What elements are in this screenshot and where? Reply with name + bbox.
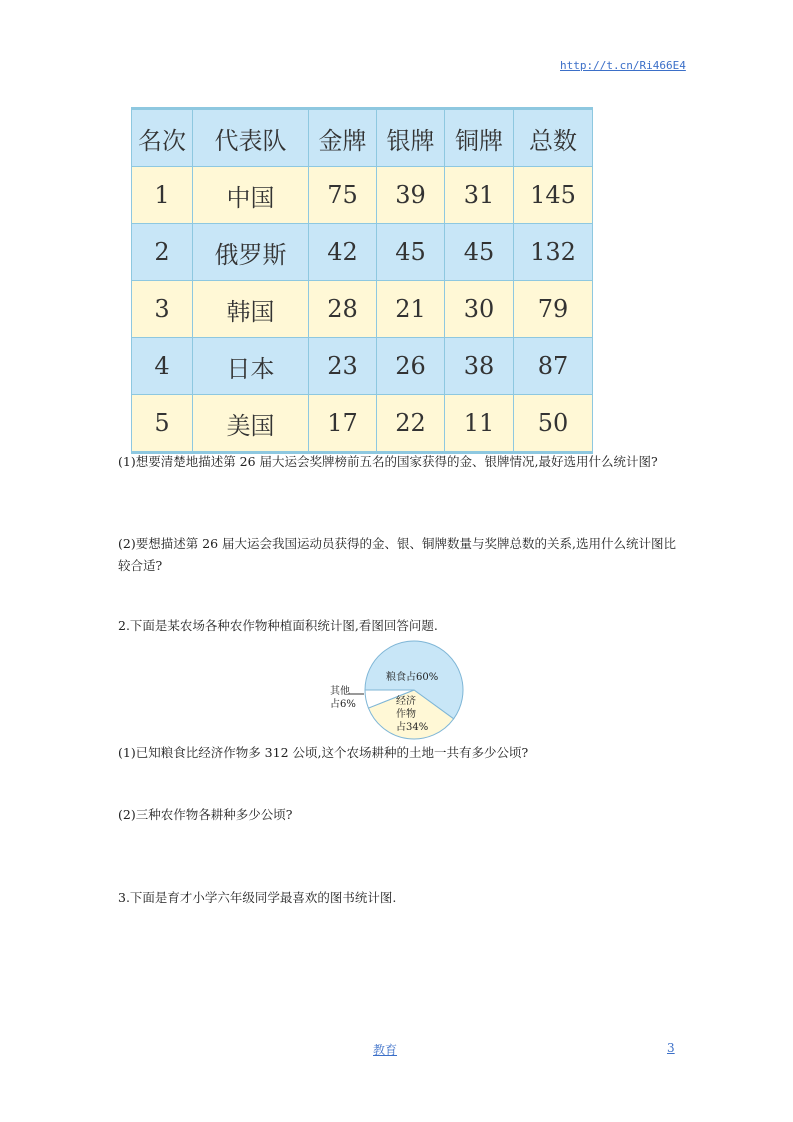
table-row: [132, 281, 593, 338]
pie-label-cash-line2: 作物: [396, 709, 416, 720]
cell-team: 美国: [193, 395, 309, 453]
cell-rank: 1: [132, 167, 193, 224]
header-rank: 名次: [132, 109, 193, 167]
cell-silver: 26: [377, 338, 445, 395]
cell-team: 中国: [193, 167, 309, 224]
cell-bronze: 45: [445, 224, 514, 281]
cell-rank: 3: [132, 281, 193, 338]
cell-total: 50: [514, 395, 593, 453]
header-total: 总数: [514, 109, 593, 167]
table-row: [132, 167, 593, 224]
cell-bronze: 38: [445, 338, 514, 395]
cell-silver: 45: [377, 224, 445, 281]
cell-gold: 75: [309, 167, 377, 224]
pie-label-cash-line1: 经济: [396, 696, 416, 707]
cell-silver: 22: [377, 395, 445, 453]
cell-rank: 5: [132, 395, 193, 453]
medal-table: [131, 107, 593, 454]
question-3: 3.下面是育才小学六年级同学最喜欢的图书统计图.: [118, 890, 397, 905]
header-silver: 银牌: [377, 109, 445, 167]
cell-bronze: 31: [445, 167, 514, 224]
cell-total: 87: [514, 338, 593, 395]
question-1-1: (1)想要清楚地描述第 26 届大运会奖牌榜前五名的国家获得的金、银牌情况,最好选用什么统计图?: [118, 454, 658, 469]
pie-label-cash-line3: 占34%: [396, 722, 429, 733]
cell-gold: 28: [309, 281, 377, 338]
cell-bronze: 11: [445, 395, 514, 453]
table-row: [132, 338, 593, 395]
pie-label-other-line2: 占6%: [330, 699, 356, 710]
cell-team: 俄罗斯: [193, 224, 309, 281]
table-row: [132, 395, 593, 453]
header-gold: 金牌: [309, 109, 377, 167]
question-1-2: (2)要想描述第 26 届大运会我国运动员获得的金、银、铜牌数量与奖牌总数的关系,选用什么统计图比较合适?: [118, 536, 677, 573]
header-bronze: 铜牌: [445, 109, 514, 167]
page-number: 3: [667, 1041, 675, 1055]
cell-total: 132: [514, 224, 593, 281]
table-header-row: [132, 109, 593, 167]
cell-total: 79: [514, 281, 593, 338]
cell-team: 日本: [193, 338, 309, 395]
header-team: 代表队: [193, 109, 309, 167]
cell-silver: 39: [377, 167, 445, 224]
cell-total: 145: [514, 167, 593, 224]
pie-label-other-line1: 其他: [330, 686, 350, 697]
question-2: 2.下面是某农场各种农作物种植面积统计图,看图回答问题.: [118, 618, 438, 633]
cell-silver: 21: [377, 281, 445, 338]
cell-bronze: 30: [445, 281, 514, 338]
crop-pie-chart: [326, 638, 470, 744]
cell-gold: 17: [309, 395, 377, 453]
cell-rank: 4: [132, 338, 193, 395]
footer-center-text[interactable]: 教育: [373, 1043, 398, 1057]
cell-gold: 23: [309, 338, 377, 395]
pie-label-grain: 粮食占60%: [386, 672, 439, 683]
header-url-link[interactable]: http://t.cn/Ri466E4: [560, 59, 686, 72]
question-2-1: (1)已知粮食比经济作物多 312 公顷,这个农场耕种的土地一共有多少公顷?: [118, 745, 529, 760]
cell-team: 韩国: [193, 281, 309, 338]
cell-gold: 42: [309, 224, 377, 281]
cell-rank: 2: [132, 224, 193, 281]
question-2-2: (2)三种农作物各耕种多少公顷?: [118, 807, 293, 822]
table-row: [132, 224, 593, 281]
